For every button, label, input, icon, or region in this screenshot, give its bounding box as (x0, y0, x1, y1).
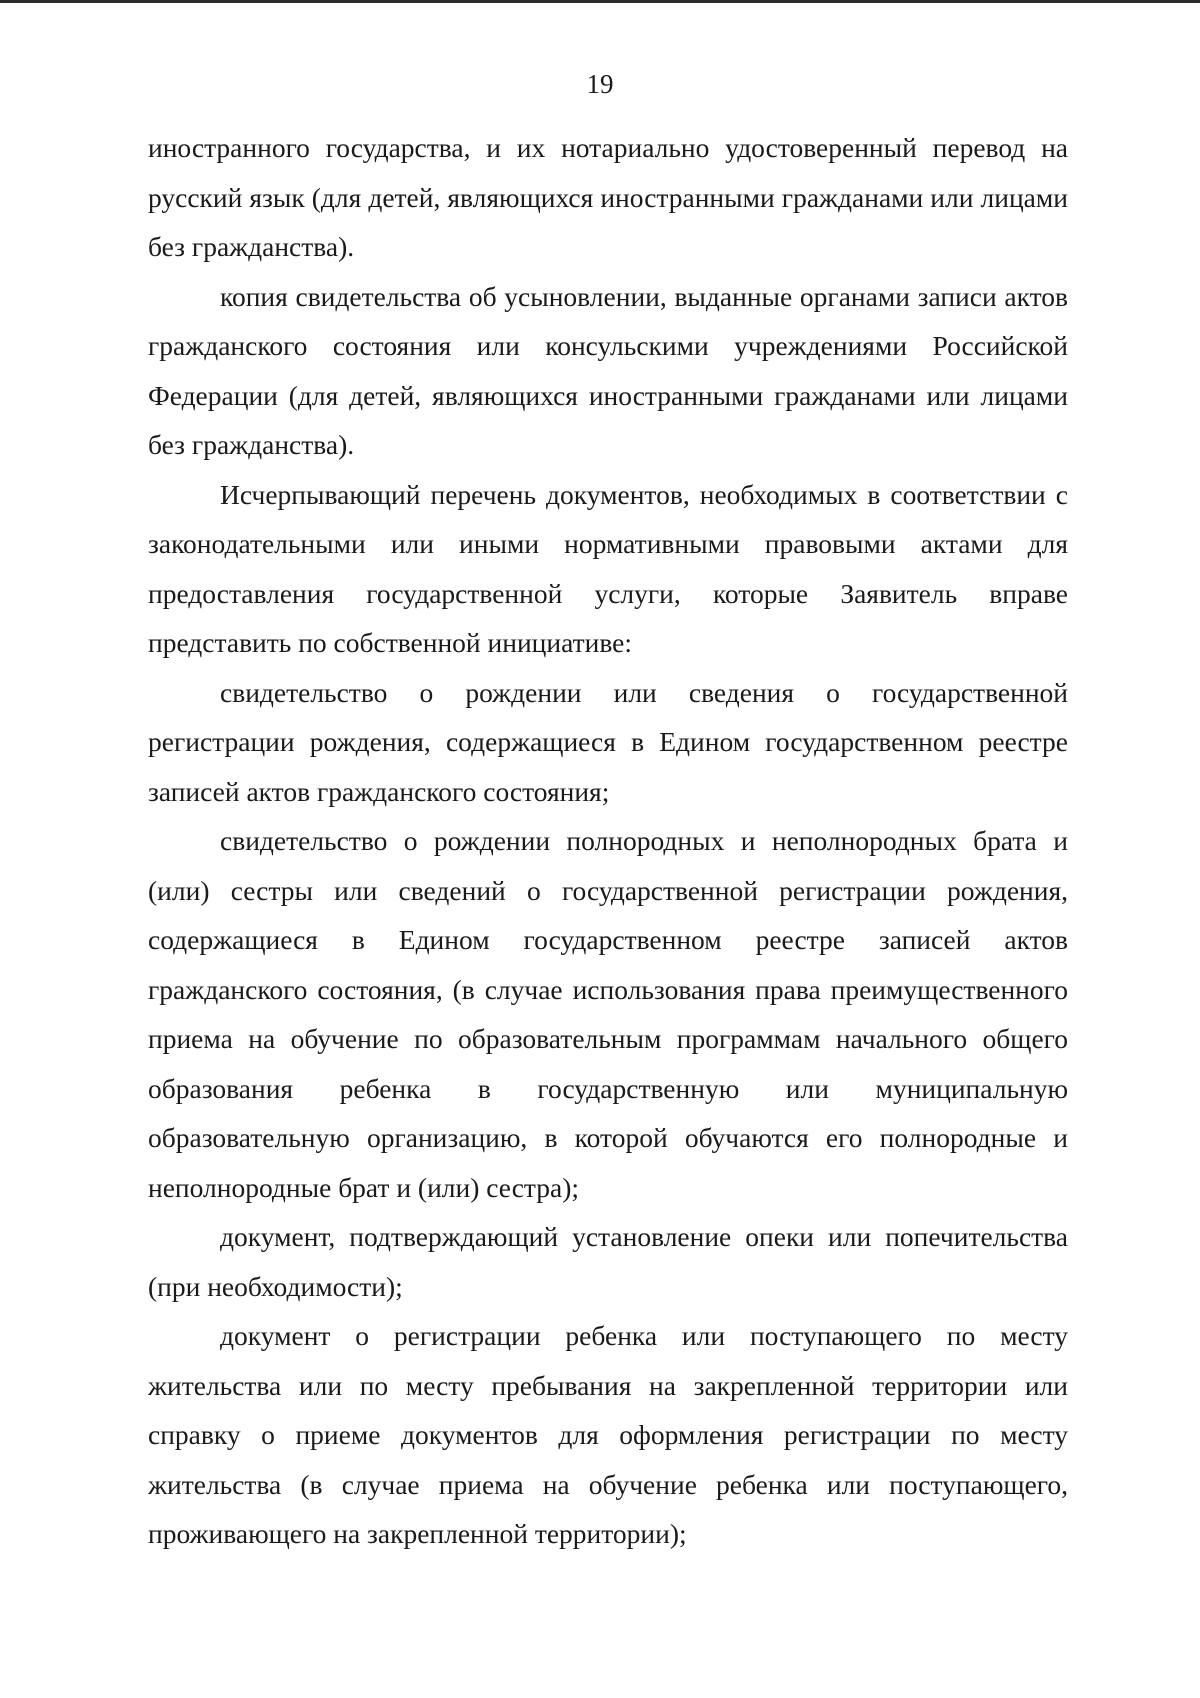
page-number: 19 (586, 69, 614, 99)
paragraph-documents-list-intro: Исчерпывающий перечень документов, необходимых в соответствии с законодательными или иными нормативными правовыми актами для предоставления государственной услуги, которые Заявитель вправе представить по собственной инициативе: (148, 478, 1068, 658)
paragraph-siblings-birth-certificate: свидетельство о рождении полнородных и неполнородных брата и (или) сестры или сведений о государственной регистрации рождения, содержащиеся в Едином государственном реестре записей актов гражданского состояния, (в случае использования права преимущественного приема на обучение по образовательным программам начального общего образования ребенка в государственную или муниципальную образовательную организацию, в которой обучаются его полнородные и неполнородные брат и (или) сестра); (148, 825, 1068, 1203)
top-border-line (0, 0, 1200, 3)
document-body (148, 123, 1068, 1559)
paragraph-guardianship-document: документ, подтверждающий установление опеки или попечительства (при необходимости); (148, 1221, 1068, 1302)
paragraph-registration-document: документ о регистрации ребенка или поступающего по месту жительства или по месту пребывания на закрепленной территории или справку о приеме документов для оформления регистрации по месту жительства (в случае приема на обучение ребенка или поступающего, проживающего на закрепленной территории); (148, 1320, 1068, 1549)
paragraph-birth-certificate: свидетельство о рождении или сведения о государственной регистрации рождения, содержащиеся в Едином государственном реестре записей актов гражданского состояния; (148, 676, 1068, 807)
paragraph-adoption-certificate: копия свидетельства об усыновлении, выданные органами записи актов гражданского состояния или консульскими учреждениями Российской Федерации (для детей, являющихся иностранными гражданами или лицами без гражданства). (148, 280, 1068, 460)
paragraph-continuation: иностранного государства, и их нотариально удостоверенный перевод на русский язык (для детей, являющихся иностранными гражданами или лицами без гражданства). (148, 132, 1068, 262)
